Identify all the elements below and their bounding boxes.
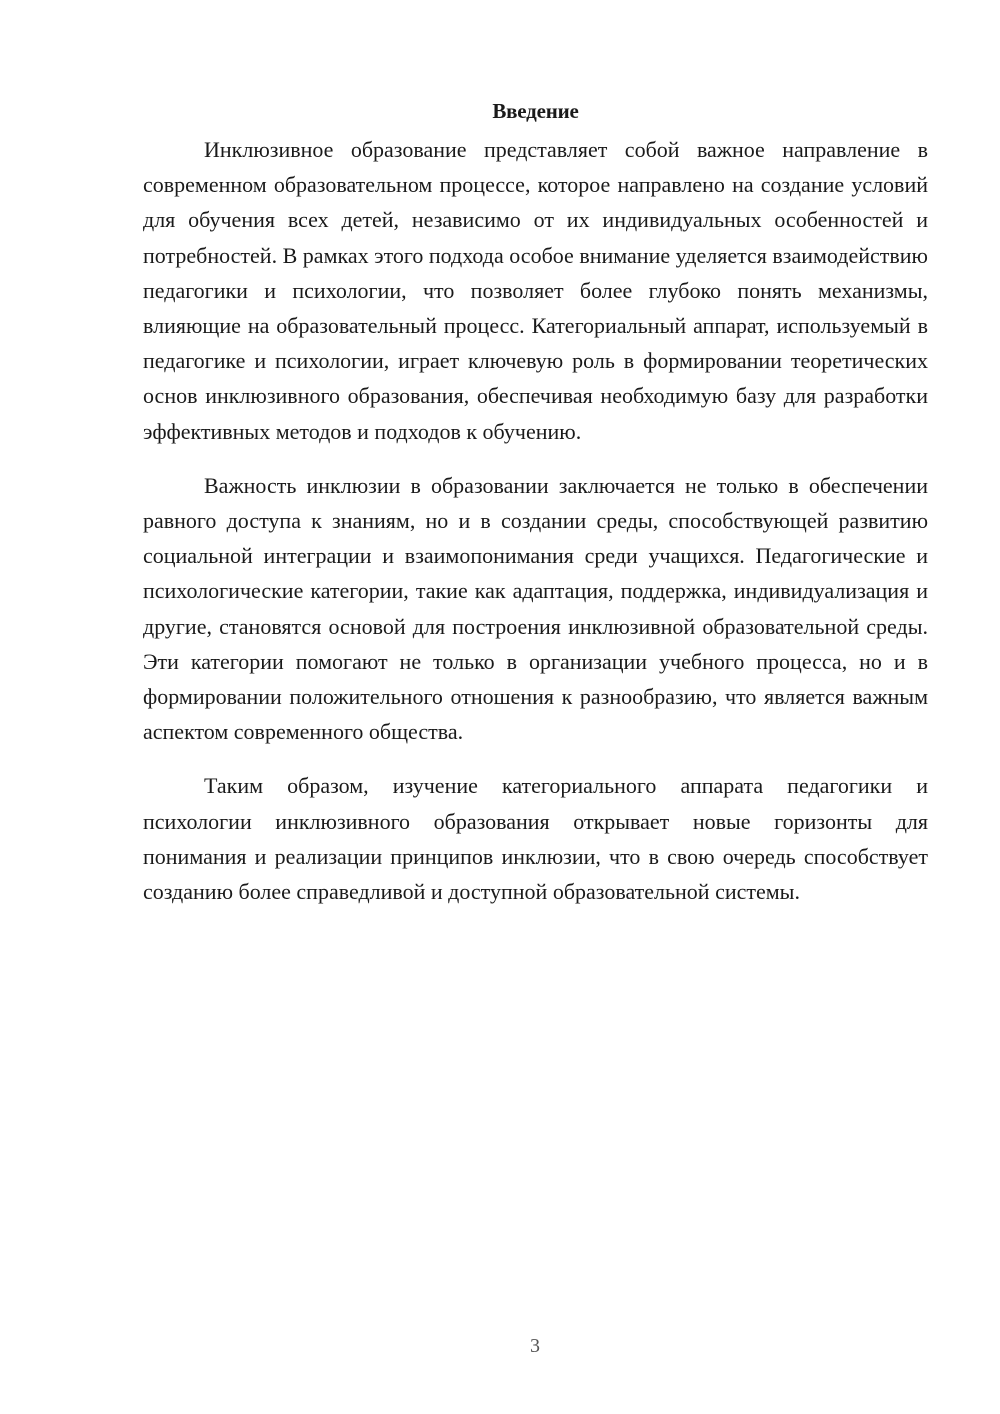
paragraph-3: Таким образом, изучение категориального аппарата педагогики и психологии инклюзивного образования открывает новые горизонты для понимания и реализации принципов инклюзии, что в свою очередь способствует созданию более справедливой и доступной образовательной системы. <box>143 773 928 905</box>
page-number: 3 <box>530 1335 540 1357</box>
paragraph-2: Важность инклюзии в образовании заключается не только в обеспечении равного доступа к знаниям, но и в создании среды, способствующей развитию социальной интеграции и взаимопонимания среди учащихся. Педагогические и психологические категории, такие как адаптация, поддержка, индивидуализация и другие, становятся основой для построения инклюзивной образовательной среды. Эти категории помогают не только в организации учебного процесса, но и в формировании положительного отношения к разнообразию, что является важным аспектом современного общества. <box>143 472 928 745</box>
paragraph-1: Инклюзивное образование представляет собой важное направление в современном образовательном процессе, которое направлено на создание условий для обучения всех детей, независимо от их индивидуальных особенностей и потребностей. В рамках этого подхода особое внимание уделяется взаимодействию педагогики и психологии, что позволяет более глубоко понять механизмы, влияющие на образовательный процесс. Категориальный аппарат, используемый в педагогике и психологии, играет ключевую роль в формировании теоретических основ инклюзивного образования, обеспечивая необходимую базу для разработки эффективных методов и подходов к обучению. <box>143 137 928 444</box>
page-content <box>143 96 928 928</box>
section-heading: Введение <box>492 99 579 123</box>
